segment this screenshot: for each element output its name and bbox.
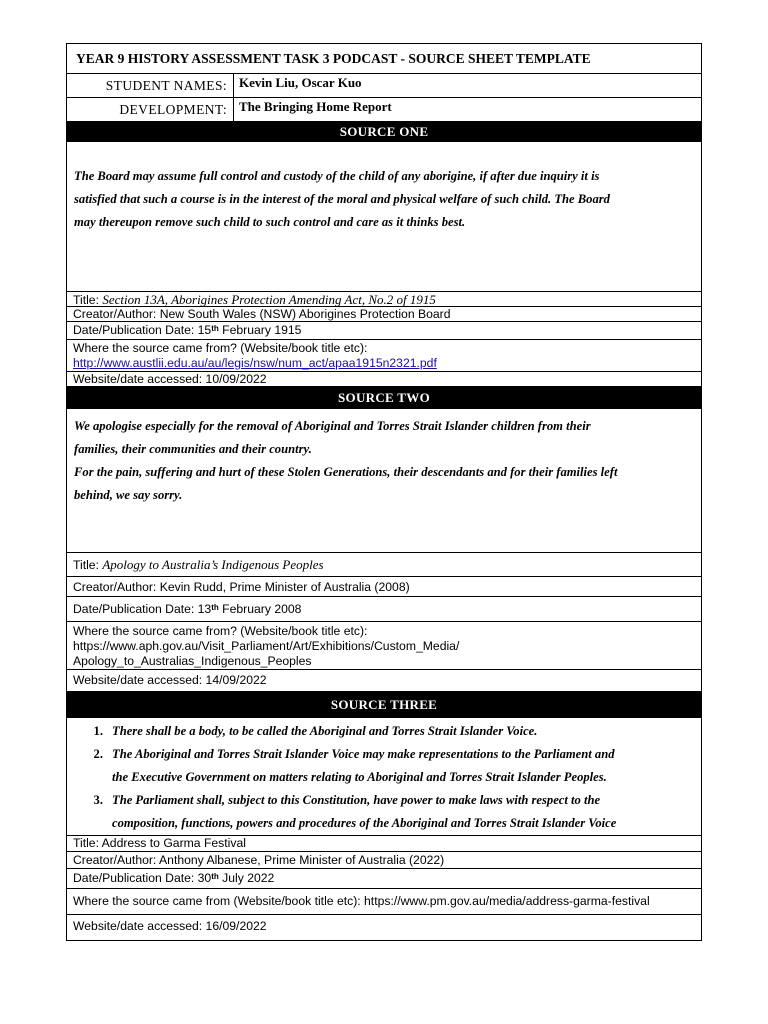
date-sup: th	[211, 324, 219, 333]
quote-line: satisfied that such a course is in the interest of the moral and physical welfare of such child. The Board	[74, 192, 610, 206]
title-value: Apology to Australia’s Indigenous Peoples	[102, 557, 324, 572]
date-suffix: February 2008	[218, 602, 302, 616]
source-three-list	[67, 720, 701, 835]
source-two-quote	[67, 409, 701, 553]
list-number: 2.	[93, 747, 103, 761]
source-one-quote	[67, 142, 701, 292]
list-text: There shall be a body, to be called the Aboriginal and Torres Strait Islander Voice.	[112, 724, 538, 738]
source-three-heading-text: SOURCE THREE	[330, 696, 438, 712]
creator-text: Creator/Author: Anthony Albanese, Prime Minister of Australia (2022)	[73, 853, 445, 867]
source-three-accessed	[67, 915, 701, 940]
source-two-title	[67, 553, 701, 577]
source-one-where	[67, 340, 701, 372]
where-label: Where the source came from? (Website/book title etc):	[73, 341, 368, 355]
source-two-creator	[67, 577, 701, 597]
source-two-heading-text: SOURCE TWO	[338, 389, 430, 405]
student-names-row	[67, 74, 701, 98]
quote-line: We apologise especially for the removal of Aboriginal and Torres Strait Islander children from their	[74, 419, 591, 433]
source-one-creator	[67, 307, 701, 322]
list-item	[67, 743, 701, 789]
development-label: DEVELOPMENT:	[67, 98, 234, 121]
source-three-creator	[67, 852, 701, 869]
list-item	[67, 789, 701, 835]
source-two-where	[67, 622, 701, 670]
source-two-accessed	[67, 670, 701, 692]
date-prefix: Date/Publication Date: 30	[73, 871, 212, 885]
document-title	[67, 44, 701, 74]
title-text: Title: Address to Garma Festival	[73, 836, 246, 850]
quote-line: For the pain, suffering and hurt of these Stolen Generations, their descendants and for their families left	[74, 465, 618, 479]
where-label: Where the source came from? (Website/book title etc):	[73, 624, 368, 638]
list-item	[67, 720, 701, 743]
where-url-line: Apology_to_Australias_Indigenous_Peoples	[73, 654, 312, 668]
source-three-title	[67, 836, 701, 852]
source-two-heading	[67, 387, 701, 409]
accessed-text: Website/date accessed: 10/09/2022	[73, 372, 267, 386]
list-text: The Aboriginal and Torres Strait Islander Voice may make representations to the Parliament and	[112, 747, 615, 761]
source-one-heading-text: SOURCE ONE	[339, 123, 429, 139]
student-names-value: Kevin Liu, Oscar Kuo	[239, 75, 362, 90]
creator-text: Creator/Author: New South Wales (NSW) Aborigines Protection Board	[73, 307, 451, 321]
date-sup: th	[211, 603, 219, 612]
source-two-date	[67, 597, 701, 622]
creator-text: Creator/Author: Kevin Rudd, Prime Minister of Australia (2008)	[73, 580, 410, 594]
list-number: 1.	[93, 724, 103, 738]
source-one-date	[67, 322, 701, 340]
list-number: 3.	[93, 793, 103, 807]
title-label: Title:	[73, 293, 103, 307]
source-one-title	[67, 292, 701, 307]
development-row	[67, 98, 701, 122]
development-value: The Bringing Home Report	[239, 99, 392, 114]
source-three-quote	[67, 718, 701, 836]
date-sup: th	[211, 872, 219, 881]
source-one-link[interactable]: http://www.austlii.edu.au/au/legis/nsw/num_act/apaa1915n2321.pdf	[73, 356, 437, 370]
date-prefix: Date/Publication Date: 13	[73, 602, 212, 616]
quote-line: behind, we say sorry.	[74, 488, 183, 502]
accessed-text: Website/date accessed: 16/09/2022	[73, 919, 267, 933]
title-value: Section 13A, Aborigines Protection Amending Act, No.2 of 1915	[102, 292, 436, 307]
source-sheet-table	[66, 43, 702, 941]
quote-line: The Board may assume full control and custody of the child of any aborigine, if after due inquiry it is	[74, 169, 600, 183]
source-one-heading	[67, 122, 701, 142]
accessed-text: Website/date accessed: 14/09/2022	[73, 673, 267, 687]
title-label: Title:	[73, 558, 103, 572]
list-text: the Executive Government on matters relating to Aboriginal and Torres Strait Islander Peoples.	[112, 770, 607, 784]
source-three-where	[67, 889, 701, 915]
list-text: The Parliament shall, subject to this Constitution, have power to make laws with respect to the	[112, 793, 601, 807]
source-three-heading	[67, 692, 701, 718]
source-one-accessed	[67, 372, 701, 387]
date-prefix: Date/Publication Date: 15	[73, 323, 212, 337]
date-suffix: February 1915	[218, 323, 302, 337]
source-three-date	[67, 869, 701, 889]
list-text: composition, functions, powers and procedures of the Aboriginal and Torres Strait Islander Voice	[112, 816, 617, 830]
where-url-line: https://www.aph.gov.au/Visit_Parliament/Art/Exhibitions/Custom_Media/	[73, 639, 460, 653]
date-suffix: July 2022	[218, 871, 275, 885]
quote-line: families, their communities and their country.	[74, 442, 312, 456]
document-title-text: YEAR 9 HISTORY ASSESSMENT TASK 3 PODCAST - SOURCE SHEET TEMPLATE	[76, 50, 591, 66]
where-text: Where the source came from (Website/book title etc): https://www.pm.gov.au/media/address-garma-festival	[73, 894, 650, 908]
quote-line: may thereupon remove such child to such control and care as it thinks best.	[74, 215, 466, 229]
student-names-label: STUDENT NAMES:	[67, 74, 234, 97]
